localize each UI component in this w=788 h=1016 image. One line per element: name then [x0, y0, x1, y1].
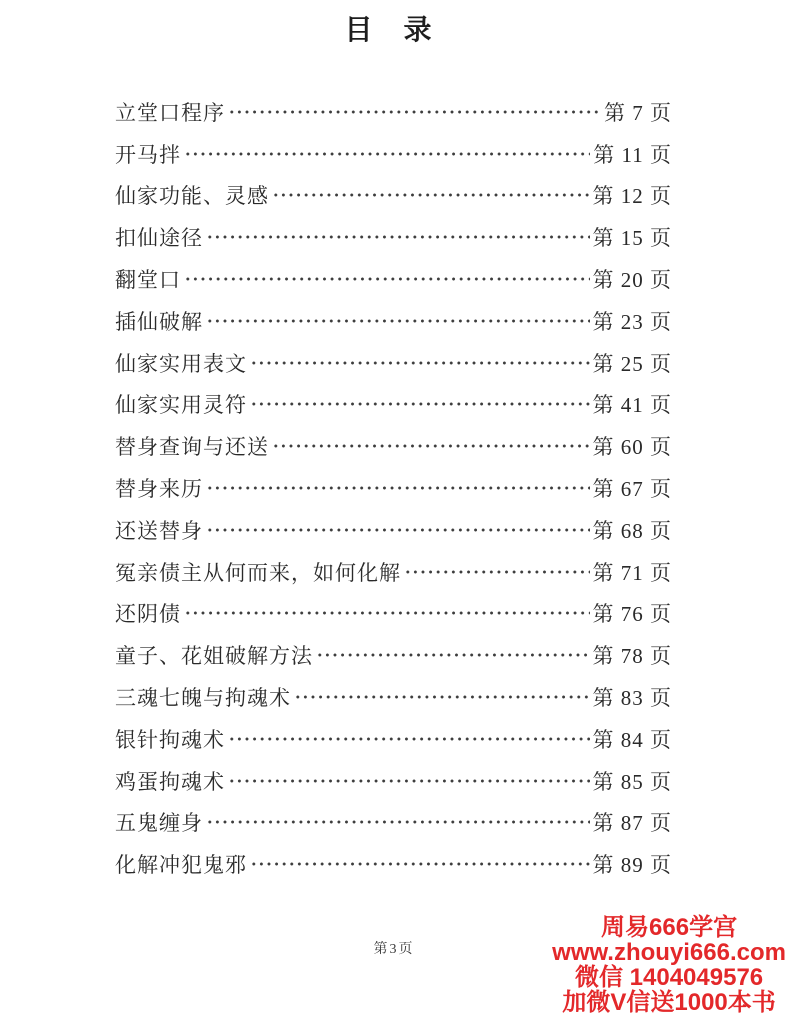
page-number-footer: 第3页 [373, 942, 415, 957]
watermark-line: 周易666学宫 [601, 914, 738, 941]
toc-entry-title: 化解冲犯鬼邪 [115, 853, 247, 878]
dot-leader [250, 361, 590, 365]
toc-entry-row [115, 802, 672, 844]
toc-entry-title: 立堂口程序 [115, 100, 225, 125]
watermark-line: 加微V信送1000本书 [562, 989, 776, 1016]
toc-entry-page-number: 第 41 页 [592, 393, 672, 418]
toc-entry-page-number: 第 60 页 [592, 435, 672, 460]
toc-entry-title: 翻堂口 [115, 268, 181, 293]
toc-entry-title: 童子、花姐破解方法 [115, 644, 313, 669]
toc-entry-title: 银针拘魂术 [115, 727, 225, 752]
toc-entry-page-number: 第 20 页 [592, 268, 672, 293]
toc-entry-row [115, 676, 672, 718]
dot-leader [316, 653, 590, 657]
toc-entry-page-number: 第 15 页 [592, 226, 672, 251]
toc-entry-page-number: 第 84 页 [592, 727, 672, 752]
dot-leader [228, 779, 590, 783]
toc-entry-page-number: 第 7 页 [604, 100, 672, 125]
toc-entry-row [115, 718, 672, 760]
dot-leader [228, 110, 601, 114]
dot-leader [184, 277, 590, 281]
toc-entry-page-number: 第 12 页 [592, 184, 672, 209]
dot-leader [206, 528, 590, 532]
toc-entry-row [115, 91, 672, 133]
dot-leader [206, 820, 590, 824]
toc-entry-page-number: 第 11 页 [593, 142, 672, 167]
toc-entry-page-number: 第 67 页 [592, 477, 672, 502]
toc-entry-title: 开马拌 [115, 142, 181, 167]
toc-entry-title: 替身查询与还送 [115, 435, 269, 460]
dot-leader [250, 862, 590, 866]
dot-leader [404, 570, 590, 574]
toc-entry-title: 仙家功能、灵感 [115, 184, 269, 209]
toc-entry-title: 扣仙途径 [115, 226, 203, 251]
dot-leader [206, 319, 590, 323]
dot-leader [272, 193, 590, 197]
toc-entry-row [115, 300, 672, 342]
toc-entry-row [115, 258, 672, 300]
toc-entry-title: 仙家实用灵符 [115, 393, 247, 418]
toc-entry-page-number: 第 89 页 [592, 853, 672, 878]
dot-leader [250, 402, 590, 406]
toc-entry-title: 还送替身 [115, 518, 203, 543]
toc-entry-title: 鸡蛋拘魂术 [115, 769, 225, 794]
dot-leader [184, 152, 590, 156]
toc-entry-page-number: 第 71 页 [592, 560, 672, 585]
toc-entry-title: 三魂七魄与拘魂术 [115, 686, 291, 711]
toc-entry-page-number: 第 25 页 [592, 351, 672, 376]
toc-entry-title: 插仙破解 [115, 309, 203, 334]
toc-entry-row [115, 467, 672, 509]
toc-entry-page-number: 第 87 页 [592, 811, 672, 836]
toc-entry-row [115, 175, 672, 217]
toc-entry-title: 五鬼缠身 [115, 811, 203, 836]
toc-entry-row [115, 509, 672, 551]
dot-leader [294, 695, 590, 699]
dot-leader [206, 235, 590, 239]
page-title: 目 录 [344, 15, 444, 46]
toc-entry-row [115, 342, 672, 384]
toc-list [115, 91, 672, 885]
watermark-block [552, 915, 788, 1015]
toc-entry-row [115, 593, 672, 635]
toc-entry-row [115, 843, 672, 885]
toc-entry-page-number: 第 23 页 [592, 309, 672, 334]
dot-leader [184, 611, 590, 615]
toc-entry-page-number: 第 78 页 [592, 644, 672, 669]
toc-entry-title: 仙家实用表文 [115, 351, 247, 376]
toc-entry-row [115, 760, 672, 802]
toc-entry-page-number: 第 68 页 [592, 518, 672, 543]
toc-entry-page-number: 第 76 页 [592, 602, 672, 627]
dot-leader [206, 486, 590, 490]
toc-entry-page-number: 第 83 页 [592, 686, 672, 711]
watermark-line: 微信 1404049576 [575, 964, 764, 991]
toc-entry-row [115, 551, 672, 593]
toc-entry-row [115, 384, 672, 426]
toc-entry-row [115, 425, 672, 467]
dot-leader [228, 737, 590, 741]
toc-entry-row [115, 634, 672, 676]
toc-entry-title: 替身来历 [115, 477, 203, 502]
toc-entry-title: 冤亲债主从何而来，如何化解 [115, 560, 401, 585]
dot-leader [272, 444, 590, 448]
toc-entry-page-number: 第 85 页 [592, 769, 672, 794]
toc-entry-row [115, 216, 672, 258]
toc-entry-row [115, 133, 672, 175]
watermark-line: www.zhouyi666.com [552, 939, 786, 966]
toc-entry-title: 还阴债 [115, 602, 181, 627]
